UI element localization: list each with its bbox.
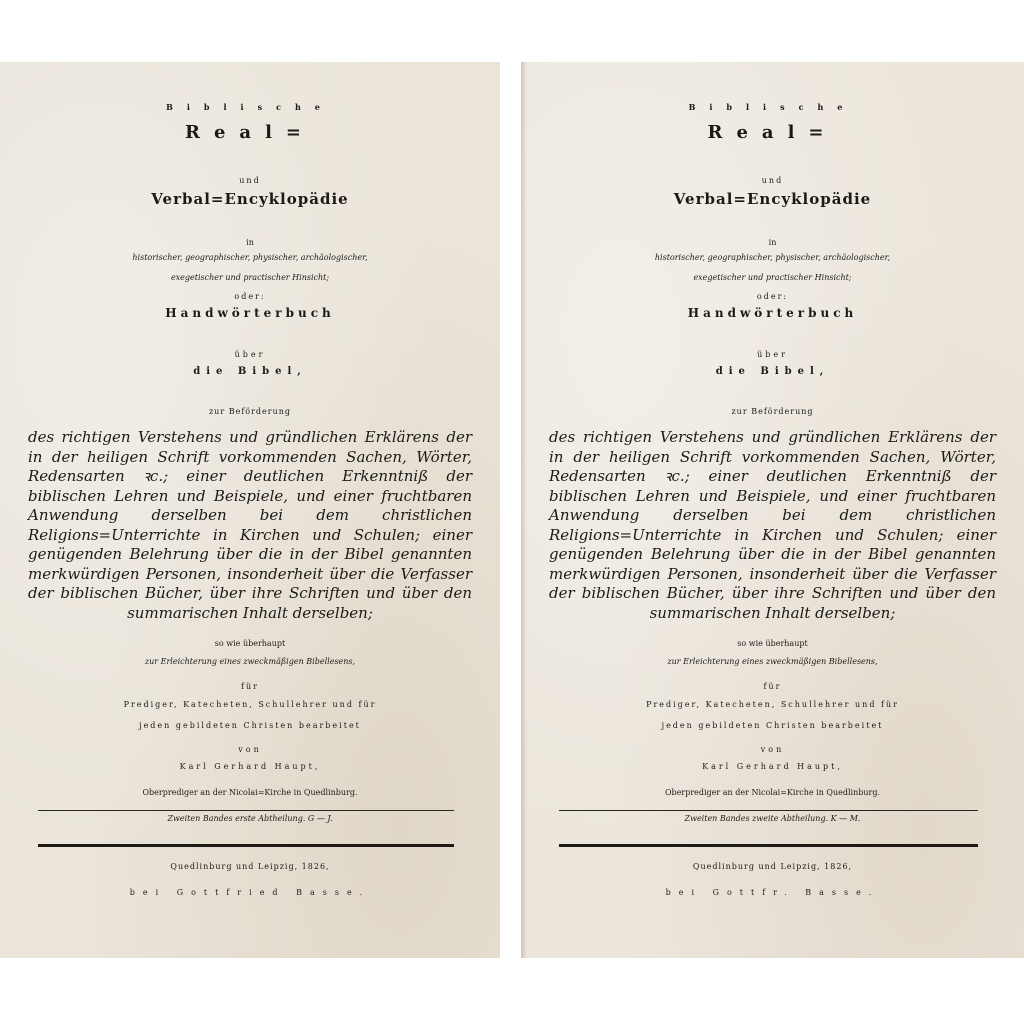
imprint-publisher: bei Gottfr. Basse.	[665, 888, 880, 897]
title-line-verbal-encyklopaedie: Verbal=Encyklopädie	[151, 190, 349, 208]
imprint-place-year: Quedlinburg und Leipzig, 1826,	[170, 862, 330, 871]
line-erleichterung: zur Erleichterung eines zweckmäßigen Bibellesens,	[144, 657, 356, 666]
line-fuer: für	[241, 682, 259, 691]
title-line-die-bibel: die Bibel,	[715, 366, 830, 377]
audience-line-1: Prediger, Katecheten, Schullehrer und für	[646, 700, 899, 709]
title-line-zur-befoerderung: zur Beförderung	[208, 407, 292, 416]
title-line-oder: oder:	[234, 292, 266, 301]
subtitle-line-2: exegetischer und practischer Hinsicht;	[170, 273, 330, 282]
divider-rule-bottom	[38, 844, 454, 847]
title-line-oder: oder:	[756, 292, 789, 301]
title-line-real: Real=	[707, 122, 838, 143]
title-line-und: und	[239, 176, 261, 185]
title-line-in: in	[768, 238, 777, 247]
audience-line-2: jeden gebildeten Christen bearbeitet	[661, 721, 884, 730]
volume-label: Zweiten Bandes zweite Abtheilung. K — M.	[684, 814, 861, 823]
title-page-volume-2-part-1	[0, 62, 500, 958]
subtitle-line-2: exegetischer und practischer Hinsicht;	[693, 273, 852, 282]
audience-line-2: jeden gebildeten Christen bearbeitet	[139, 721, 361, 730]
title-line-die-bibel: die Bibel,	[193, 366, 307, 377]
imprint-place-year: Quedlinburg und Leipzig, 1826,	[692, 862, 853, 871]
audience-line-1: Prediger, Katecheten, Schullehrer und für	[123, 700, 377, 709]
volume-label: Zweiten Bandes erste Abtheilung. G — J.	[167, 814, 333, 823]
title-line-ueber: über	[757, 350, 788, 359]
title-line-und: und	[761, 176, 784, 185]
title-line-handwoerterbuch: Handwörterbuch	[165, 306, 335, 320]
title-line-biblische: Biblische	[688, 102, 857, 112]
description-paragraph: des richtigen Verstehens und gründlichen Erklärens der in der heiligen Schrift vorkommenden Sachen, Wörter, Redensarten ꝛc.; einer deutlichen Erkenntniß der biblischen Lehren und Beispiele, und einer fruchtbaren Anwendung derselben bei dem christlichen Religions=Unterrichte in Kirchen und Schulen; einer genügenden Belehrung über die in der Bibel genannten merkwürdigen Personen, insonderheit über die Verfasser der biblischen Bücher, über ihre Schriften und über den summarischen Inhalt derselben;	[28, 428, 472, 622]
title-line-ueber: über	[234, 350, 266, 359]
title-line-biblische: Biblische	[166, 102, 334, 112]
divider-rule-bottom	[559, 844, 978, 847]
author-name: Karl Gerhard Haupt,	[179, 762, 321, 771]
author-name: Karl Gerhard Haupt,	[702, 762, 843, 771]
line-so-wie-ueberhaupt: so wie überhaupt	[737, 639, 808, 648]
title-line-real: Real=	[185, 122, 315, 143]
divider-rule-top	[559, 810, 978, 811]
title-line-zur-befoerderung: zur Beförderung	[731, 407, 814, 416]
title-line-verbal-encyklopaedie: Verbal=Encyklopädie	[673, 190, 872, 208]
description-paragraph: des richtigen Verstehens und gründlichen Erklärens der in der heiligen Schrift vorkommenden Sachen, Wörter, Redensarten ꝛc.; einer deutlichen Erkenntniß der biblischen Lehren und Beispiele, und einer fruchtbaren Anwendung derselben bei dem christlichen Religions=Unterrichte in Kirchen und Schulen; einer genügenden Belehrung über die in der Bibel genannten merkwürdigen Personen, insonderheit über die Verfasser der biblischen Bücher, über ihre Schriften und über den summarischen Inhalt derselben;	[549, 428, 996, 622]
author-title: Oberprediger an der Nicolai=Kirche in Quedlinburg.	[142, 788, 358, 797]
title-page-volume-2-part-2	[521, 62, 1024, 958]
line-von: von	[238, 745, 262, 754]
subtitle-line-1: historischer, geographischer, physischer, archäologischer,	[132, 253, 368, 262]
divider-rule-top	[38, 810, 454, 811]
line-von: von	[760, 745, 785, 754]
line-erleichterung: zur Erleichterung eines zweckmäßigen Bibellesens,	[667, 657, 878, 666]
author-title: Oberprediger an der Nicolai=Kirche in Quedlinburg.	[664, 788, 881, 797]
title-line-in: in	[246, 238, 254, 247]
imprint-publisher: bei Gottfried Basse.	[129, 888, 371, 897]
subtitle-line-1: historischer, geographischer, physischer, archäologischer,	[654, 253, 891, 262]
title-line-handwoerterbuch: Handwörterbuch	[687, 306, 858, 320]
line-fuer: für	[763, 682, 782, 691]
line-so-wie-ueberhaupt: so wie überhaupt	[214, 639, 286, 648]
